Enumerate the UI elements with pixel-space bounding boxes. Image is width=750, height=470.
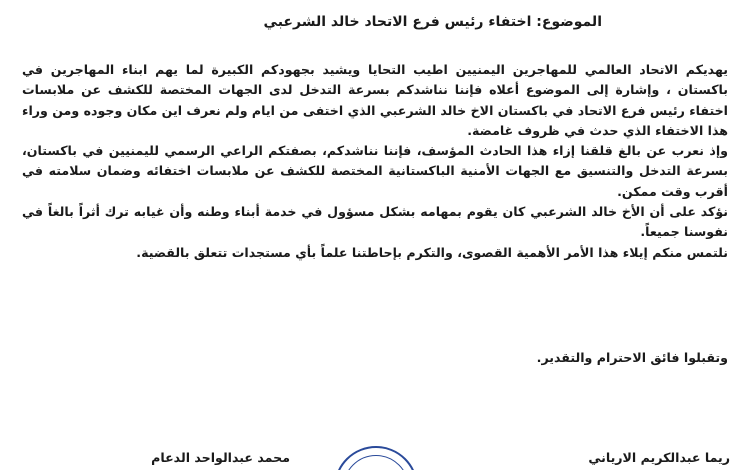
- signatory-left: محمد عبدالواحد الدعام: [151, 450, 290, 465]
- closing-line: وتقبلوا فائق الاحترام والتقدير.: [536, 350, 728, 365]
- letter-body: [22, 60, 728, 263]
- body-paragraph-2: وإذ نعرب عن بالغ قلقنا إزاء هذا الحادث المؤسف، فإننا نناشدكم، بصفتكم الراعي الرسمي لليمنيين في باكستان، بسرعة التدخل والتنسيق مع الجهات الأمنية الباكستانية المختصة للكشف عن ملابسات اختفائه وضمان سلامته في أقرب وقت ممكن.: [22, 143, 728, 199]
- body-paragraph-3: نؤكد على أن الأخ خالد الشرعبي كان يقوم بمهامه بشكل مسؤول في خدمة أبناء وطنه وأن غيابه ترك أثراً بالغاً في نفوسنا جميعاً.: [22, 204, 728, 240]
- official-seal: [334, 446, 418, 470]
- body-paragraph-1: يهديكم الاتحاد العالمي للمهاجرين اليمنيين اطيب التحايا ويشيد بجهودكم الكبيرة لما يهم ابناء المهاجرين في باكستان ، وإشارة إلى الموضوع أعلاه فإننا نناشدكم بسرعة التدخل لدى الجهات المختصة للكشف عن ملابسات اختفاء رئيس فرع الاتحاد في باكستان الاخ خالد الشرعبي الذي اختفى من ايام ولم نعرف اين مكان وجوده ومن وراء هذا الاختفاء الذي حدث في ظروف غامضة.: [22, 62, 728, 138]
- body-paragraph-4: نلتمس منكم إيلاء هذا الأمر الأهمية القصوى، والتكرم بإحاطتنا علماً بأي مستجدات تتعلق بالقضية.: [136, 244, 728, 260]
- signatory-right: ريما عبدالكريم الارياني: [588, 450, 730, 465]
- seal-inner-ring: [343, 455, 409, 470]
- letter-subject: الموضوع: اختفاء رئيس فرع الاتحاد خالد الشرعبي: [263, 14, 602, 30]
